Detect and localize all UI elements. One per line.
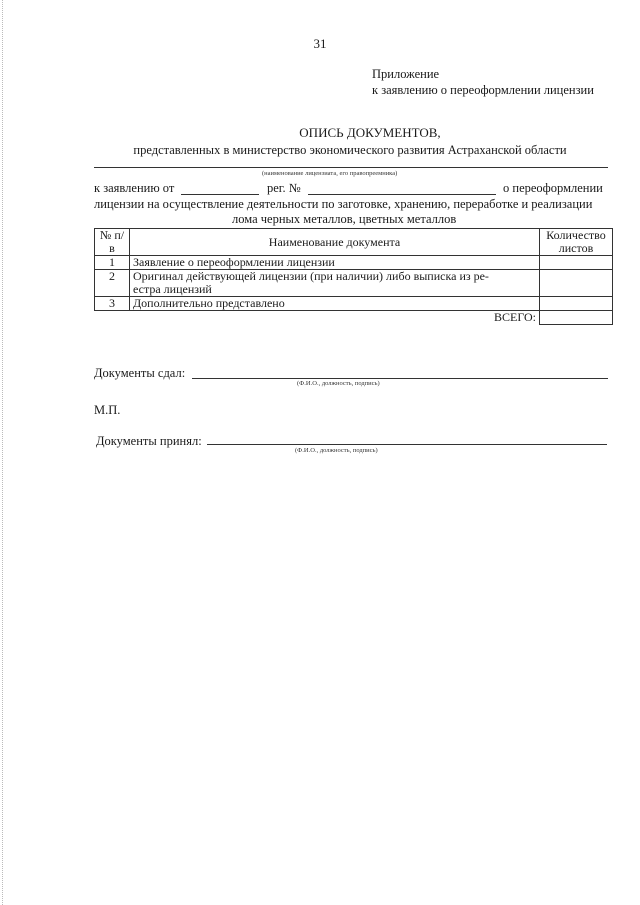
- submitted-label: Документы сдал:: [94, 366, 186, 380]
- submitted-caption: (Ф.И.О., должность, подпись): [297, 380, 380, 387]
- row-num: 3: [95, 297, 130, 311]
- total-label: ВСЕГО:: [494, 310, 536, 324]
- row-num: 2: [95, 270, 130, 297]
- header-num: № п/в: [95, 229, 130, 256]
- row-qty[interactable]: [540, 297, 613, 311]
- received-label: Документы принял:: [96, 434, 202, 448]
- table-row: [95, 270, 613, 297]
- table-row: [95, 256, 613, 270]
- row-qty[interactable]: [540, 270, 613, 297]
- received-line[interactable]: [207, 444, 607, 445]
- table-row: [95, 297, 613, 311]
- row-num: 1: [95, 256, 130, 270]
- received-caption: (Ф.И.О., должность, подпись): [295, 447, 378, 454]
- row-qty[interactable]: [540, 256, 613, 270]
- application-suffix: о переоформлении: [503, 181, 603, 195]
- application-reg-label: рег. №: [267, 181, 301, 195]
- application-line-3: лома черных металлов, цветных металлов: [232, 212, 457, 226]
- licensee-caption: (наименование лицензиата, его правопреемника): [262, 170, 398, 177]
- application-prefix: к заявлению от: [94, 181, 175, 195]
- application-line-2: лицензии на осуществление деятельности по заготовке, хранению, переработке и реализации: [94, 197, 593, 211]
- header-qty: Количество листов: [540, 229, 613, 256]
- appendix-note: [372, 66, 594, 98]
- row-name: Дополнительно представлено: [130, 297, 540, 311]
- appendix-line-2: к заявлению о переоформлении лицензии: [372, 83, 594, 97]
- row-name: Заявление о переоформлении лицензии: [130, 256, 540, 270]
- total-row: [95, 311, 613, 325]
- appendix-line-1: Приложение: [372, 67, 440, 81]
- page-number: 31: [313, 36, 327, 51]
- document-subtitle: представленных в министерство экономического развития Астраханской области: [133, 143, 567, 157]
- application-date-line[interactable]: [181, 194, 259, 195]
- document-title: ОПИСЬ ДОКУМЕНТОВ,: [299, 125, 441, 140]
- licensee-line: [94, 167, 608, 168]
- row-name: Оригинал действующей лицензии (при наличии) либо выписка из ре- естра лицензий: [130, 270, 540, 297]
- header-name: Наименование документа: [130, 229, 540, 256]
- documents-table: [94, 228, 613, 325]
- stamp-mark: М.П.: [94, 403, 121, 417]
- table-header-row: [95, 229, 613, 256]
- submitted-line[interactable]: [192, 378, 608, 379]
- total-qty[interactable]: [540, 311, 613, 325]
- application-reg-line[interactable]: [308, 194, 496, 195]
